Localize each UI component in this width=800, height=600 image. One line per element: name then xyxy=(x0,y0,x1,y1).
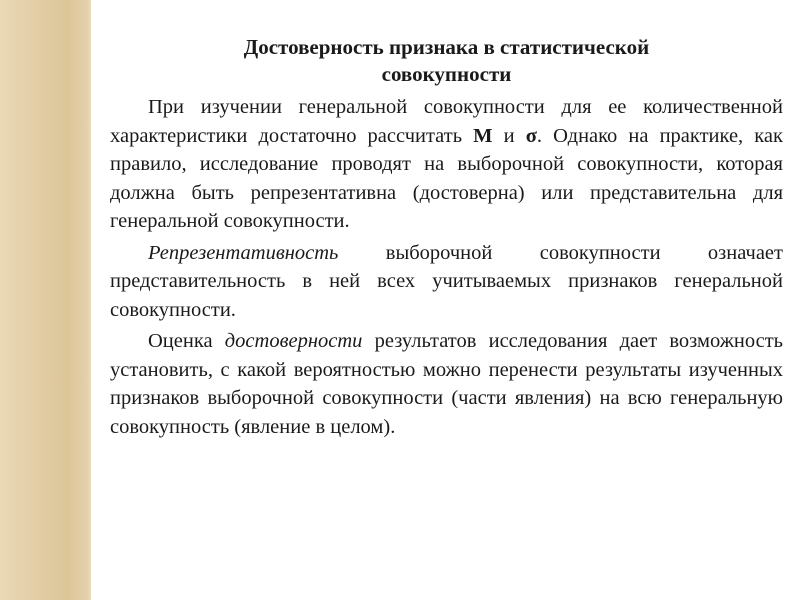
paragraph-general-population xyxy=(110,93,783,236)
para2-text: выборочной совокупности означает представительность в ней всех учитываемых признаков генеральной совокупности. xyxy=(110,241,783,321)
slide-title: Достоверность признака в статистической совокупности xyxy=(243,35,650,86)
term-representativeness: Репрезентативность xyxy=(148,241,339,264)
para1-text-c: . Однако на практике, как правило, исследование проводят на выборочной совокупности, которая должна быть репрезентативна (достоверна) или представительна для генеральной совокупности. xyxy=(110,124,783,232)
mean-symbol: M xyxy=(473,124,493,147)
term-reliability: достоверности xyxy=(224,330,363,352)
para3-text-b: результатов исследования дает возможность установить, с какой вероятностью можно перенести результаты изученных признаков выборочной совокупности (части явления) на всю генеральную совокупность (явление в целом). xyxy=(110,330,783,438)
para3-text-a: Оценка xyxy=(148,330,225,352)
paragraph-representativeness xyxy=(110,239,783,325)
para1-text-a: При изучении генеральной совокупности для ее количественной характеристики достаточно рассчитать xyxy=(110,96,783,147)
decorative-side-strip xyxy=(0,0,91,600)
slide-content xyxy=(110,34,783,444)
para1-text-b: и xyxy=(492,124,526,147)
paragraph-reliability xyxy=(110,327,783,441)
sigma-symbol: σ xyxy=(525,124,537,147)
